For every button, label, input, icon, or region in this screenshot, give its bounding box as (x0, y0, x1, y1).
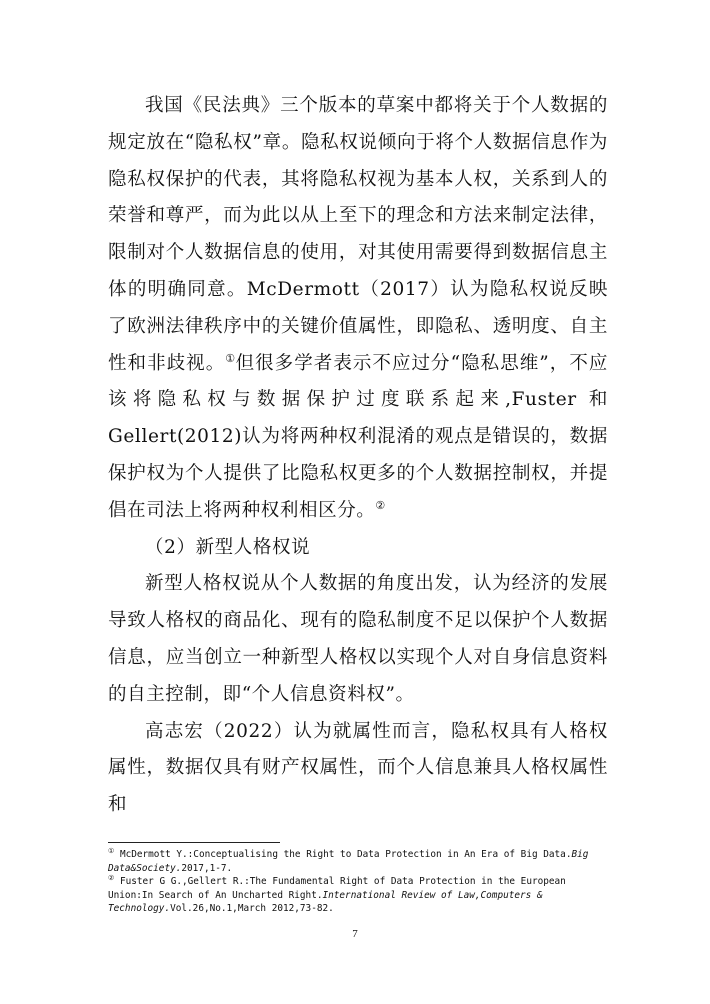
page-number: 7 (352, 928, 358, 940)
footnote-mark: ① (108, 846, 115, 855)
footnote-1: ① McDermott Y.:Conceptualising the Right to Data Protection in An Era of Big Data.Big Data&Society.2017,1-7. (108, 846, 589, 874)
footnote-ref-1[interactable]: ① (225, 351, 236, 365)
footnotes (108, 848, 608, 916)
footnote-divider (108, 842, 280, 843)
journal-title: Big Data&Society. (108, 849, 589, 874)
footnote-mark: ② (108, 873, 115, 882)
section-heading: （2）新型人格权说 (145, 536, 311, 558)
footnote-2: ② Fuster G G.,Gellert R.:The Fundamental Right of Data Protection in the European Union:In Search of An Uncharted Right.International Review of Law,Computers & Technology.Vol.26,No.1,March 2012,73-82. (108, 873, 566, 914)
paragraph-gao-zhihong: 高志宏（2022）认为就属性而言，隐私权具有人格权属性，数据仅具有财产权属性，而个人信息兼具人格权属性和 (108, 720, 608, 816)
paragraph-privacy-theory: 我国《民法典》三个版本的草案中都将关于个人数据的规定放在“隐私权”章。隐私权说倾向于将个人数据信息作为隐私权保护的代表，其将隐私权视为基本人权，关系到人的荣誉和尊严，而为此以从上至下的理念和方法来制定法律，限制对个人数据信息的使用，对其使用需要得到数据信息主体的明确同意。McDermott（2017）认为隐私权说反映了欧洲法律秩序中的关键价值属性，即隐私、透明度、自主性和非歧视。①但很多学者表示不应过分“隐私思维”，不应该将隐私权与数据保护过度联系起来,Fuster 和 Gellert(2012)认为将两种权利混淆的观点是错误的，数据保护权为个人提供了比隐私权更多的个人数据控制权，并提倡在司法上将两种权利相区分。② (108, 95, 608, 521)
body-text (108, 88, 608, 824)
footnote-ref-2[interactable]: ② (375, 498, 386, 512)
journal-title: International Review of Law,Computers & Technology. (108, 889, 543, 914)
paragraph-new-personality-right: 新型人格权说从个人数据的角度出发，认为经济的发展导致人格权的商品化、现有的隐私制度不足以保护个人数据信息，应当创立一种新型人格权以实现个人对自身信息资料的自主控制，即“个人信息资料权”。 (108, 573, 608, 705)
